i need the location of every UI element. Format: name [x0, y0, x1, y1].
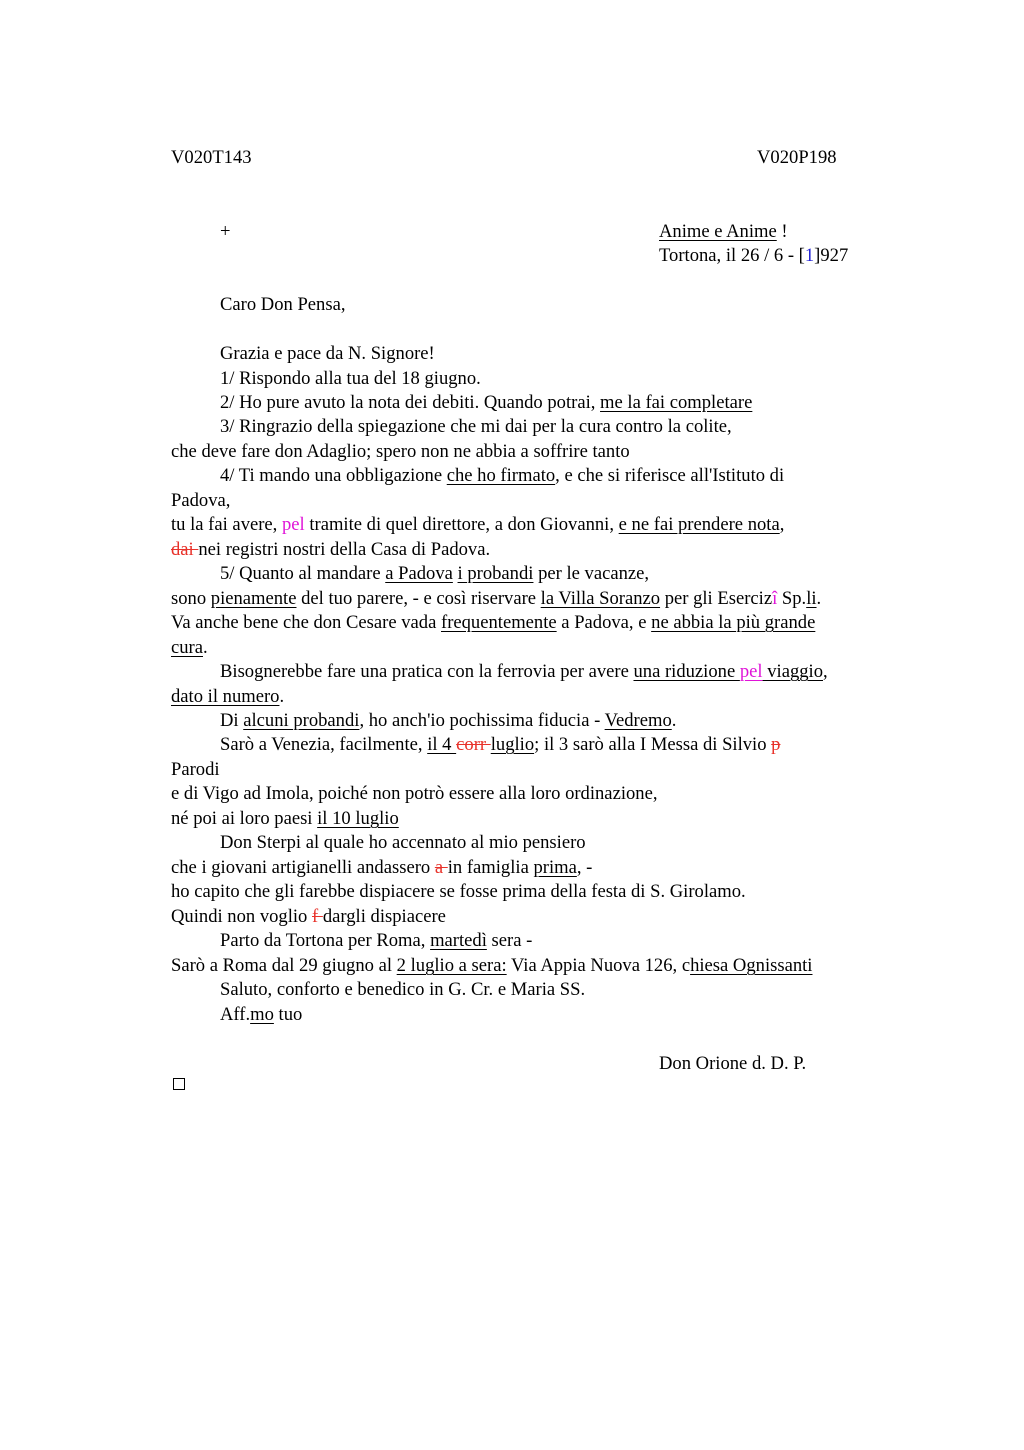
salutation: Caro Don Pensa,: [220, 294, 346, 315]
text-run: Va anche bene che don Cesare vada: [171, 612, 441, 633]
date-part-a: Tortona, il 26 / 6 - [: [659, 245, 805, 266]
text-run: .: [279, 686, 285, 707]
text-run: tu la fai avere,: [171, 514, 282, 535]
text-run: che i giovani artigianelli andassero: [171, 857, 435, 878]
signature: Don Orione d. D. P.: [659, 1053, 807, 1074]
underlined-run: prima: [533, 857, 577, 878]
underlined-run: viaggio: [762, 661, 823, 682]
editorial-insert: pel: [739, 661, 763, 682]
text-run: a Padova, e: [556, 612, 652, 633]
motto-text: Anime e Anime: [659, 221, 777, 242]
body-line-18: Parodi: [171, 759, 220, 780]
body-line-14: [220, 660, 828, 684]
deleted-run: dai: [171, 539, 199, 560]
body-line-12: [171, 611, 815, 635]
text-run: .: [203, 637, 208, 658]
underlined-run: pienamente: [210, 588, 297, 609]
underlined-run: a Padova: [385, 563, 453, 584]
body-line-21: Don Sterpi al quale ho accennato al mio pensiero: [220, 832, 586, 853]
editorial-insert: î: [772, 588, 778, 609]
text-run: 4/ Ti mando una obbligazione: [220, 465, 447, 486]
motto: [659, 220, 788, 244]
underlined-run: il 10 luglio: [317, 808, 399, 829]
end-square-mark: [173, 1078, 185, 1090]
text-run: 2/ Ho pure avuto la nota dei debiti. Quando potrai,: [220, 392, 601, 413]
text-run: ; il 3 sarò alla I Messa di Silvio: [534, 734, 772, 755]
text-run: tuo: [273, 1004, 303, 1025]
underlined-run: martedì: [430, 930, 487, 951]
underlined-run: frequentemente: [441, 612, 557, 633]
underlined-run: hiesa Ognissanti: [690, 955, 813, 976]
document-code-right: V020P198: [757, 147, 837, 168]
underlined-run: dato il numero: [171, 686, 280, 707]
body-line-2: 1/ Rispondo alla tua del 18 giugno.: [220, 368, 481, 389]
text-run: Aff.: [220, 1004, 251, 1025]
body-line-20: [171, 807, 399, 831]
text-run: Sp.: [777, 588, 807, 609]
text-run: ,: [823, 661, 828, 682]
text-run: , e che si riferisce all'Istituto di: [555, 465, 785, 486]
body-line-24: [171, 905, 446, 929]
deleted-run: f: [312, 906, 323, 927]
underlined-run: alcuni probandi: [243, 710, 360, 731]
body-line-9: [171, 538, 490, 562]
underlined-run: cura: [171, 637, 203, 658]
text-run: per gli Eserciz: [660, 588, 773, 609]
text-run: Sarò a Roma dal 29 giugno al: [171, 955, 397, 976]
text-run: .: [816, 588, 822, 609]
text-run: dargli dispiacere: [322, 906, 446, 927]
text-run: Parto da Tortona per Roma,: [220, 930, 431, 951]
body-line-22: [171, 856, 592, 880]
text-run: .: [671, 710, 677, 731]
text-run: sono: [171, 588, 211, 609]
text-run: 5/ Quanto al mandare: [220, 563, 386, 584]
body-line-7: Padova,: [171, 490, 231, 511]
deleted-run: p: [771, 734, 781, 755]
text-run: Sarò a Venezia, facilmente,: [220, 734, 428, 755]
body-line-10: [220, 562, 649, 586]
date-editorial-digit: 1: [804, 245, 815, 266]
body-line-26: [171, 954, 812, 978]
underlined-run: me la fai completare: [600, 392, 753, 413]
underlined-run: i probandi: [457, 563, 534, 584]
body-line-25: [220, 929, 532, 953]
text-run: Via Appia Nuova 126, c: [506, 955, 691, 976]
motto-end: !: [776, 221, 788, 242]
deleted-run: a: [434, 857, 448, 878]
body-line-23: ho capito che gli farebbe dispiacere se fosse prima della festa di S. Girolamo.: [171, 881, 746, 902]
editorial-insert: pel: [281, 514, 305, 535]
text-run: , -: [576, 857, 593, 878]
text-run: Quindi non voglio: [171, 906, 313, 927]
place-date: [659, 244, 848, 268]
underlined-run: e ne fai prendere nota: [618, 514, 780, 535]
body-line-28: [220, 1003, 302, 1027]
body-line-3: [220, 391, 752, 415]
underlined-run: che ho firmato: [446, 465, 556, 486]
underlined-run: ne abbia la più grande: [651, 612, 816, 633]
underlined-run: 2 luglio a sera:: [396, 955, 507, 976]
text-run: Bisognerebbe fare una pratica con la ferrovia per avere: [220, 661, 634, 682]
text-run: tramite di quel direttore, a don Giovanni,: [304, 514, 619, 535]
body-line-11: [171, 587, 821, 611]
body-line-19: e di Vigo ad Imola, poiché non potrò essere alla loro ordinazione,: [171, 783, 658, 804]
underlined-run: la Villa Soranzo: [540, 588, 661, 609]
body-line-17: [220, 733, 780, 757]
body-line-6: [220, 464, 784, 488]
body-line-1: Grazia e pace da N. Signore!: [220, 343, 435, 364]
body-line-15: [171, 685, 284, 709]
text-run: per le vacanze,: [533, 563, 650, 584]
text-run: ,: [779, 514, 785, 535]
text-run: sera -: [486, 930, 533, 951]
text-run: , ho anch'io pochissima fiducia -: [359, 710, 605, 731]
body-line-27: Saluto, conforto e benedico in G. Cr. e Maria SS.: [220, 979, 586, 1000]
body-line-13: [171, 636, 208, 660]
underlined-run: luglio: [490, 734, 535, 755]
text-run: né poi ai loro paesi: [171, 808, 318, 829]
body-line-16: [220, 709, 676, 733]
text-run: del tuo parere, - e così riservare: [296, 588, 541, 609]
underlined-run: li: [806, 588, 817, 609]
text-run: nei registri nostri della Casa di Padova.: [198, 539, 491, 560]
underlined-run: Vedremo: [604, 710, 672, 731]
body-line-5: che deve fare don Adaglio; spero non ne abbia a soffrire tanto: [171, 441, 630, 462]
date-part-c: ]927: [814, 245, 849, 266]
underlined-run: mo: [250, 1004, 274, 1025]
underlined-run: il 4: [427, 734, 457, 755]
document-code-left: V020T143: [171, 147, 252, 168]
body-line-8: [171, 513, 784, 537]
cross-symbol: +: [220, 221, 231, 242]
deleted-run: corr: [456, 734, 491, 755]
text-run: Di: [220, 710, 244, 731]
underlined-run: una riduzione: [633, 661, 740, 682]
text-run: in famiglia: [447, 857, 534, 878]
body-line-4: 3/ Ringrazio della spiegazione che mi dai per la cura contro la colite,: [220, 416, 732, 437]
